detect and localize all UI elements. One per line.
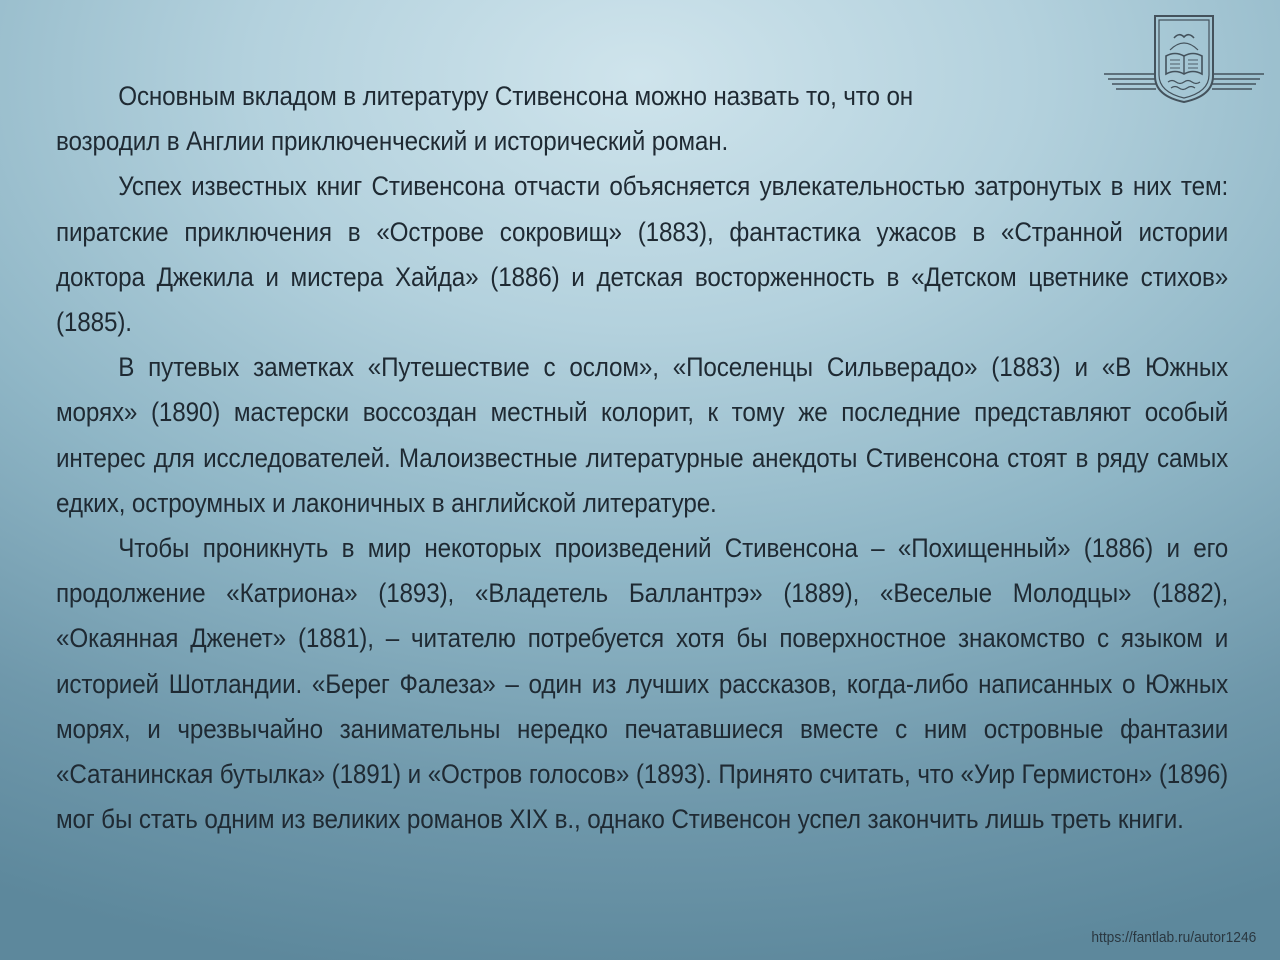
paragraph-4: Чтобы проникнуть в мир некоторых произведений Стивенсона – «Похищенный» (1886) и его продолжение «Катриона» (1893), «Владетель Баллантрэ» (1889), «Веселые Молодцы» (1882), «Окаянная Дженет» (1881), – читателю потребуется хотя бы поверхностное знакомство с языком и историей Шотландии. «Берег Фалеза» – один из лучших рассказов, когда-либо написанных о Южных морях, и чрезвычайно занимательны нередко печатавшиеся вместе с ним островные фантазии «Сатанинская бутылка» (1891) и «Остров голосов» (1893). Принято считать, что «Уир Гермистон» (1896) мог бы стать одним из великих романов XIX в., однако Стивенсон успел закончить лишь треть книги. [56,533,1229,835]
paragraph-3: В путевых заметках «Путешествие с ослом», «Поселенцы Сильверадо» (1883) и «В Южных морях» (1890) мастерски воссоздан местный колорит, к тому же последние представляют особый интерес для исследователей. Малоизвестные литературные анекдоты Стивенсона стоят в ряду самых едких, остроумных и лаконичных в английской литературе. [56,352,1229,518]
main-text [56,74,1228,842]
paragraph-1: Основным вкладом в литературу Стивенсона можно назвать то, что он возродил в Англии приключенческий и исторический роман. [56,81,914,157]
source-url: https://fantlab.ru/autor1246 [1091,929,1256,946]
paragraph-2: Успех известных книг Стивенсона отчасти объясняется увлекательностью затронутых в них тем: пиратские приключения в «Острове сокровищ» (1883), фантастика ужасов в «Странной истории доктора Джекила и мистера Хайда» (1886) и детская восторженность в «Детском цветнике стихов» (1885). [56,171,1229,338]
